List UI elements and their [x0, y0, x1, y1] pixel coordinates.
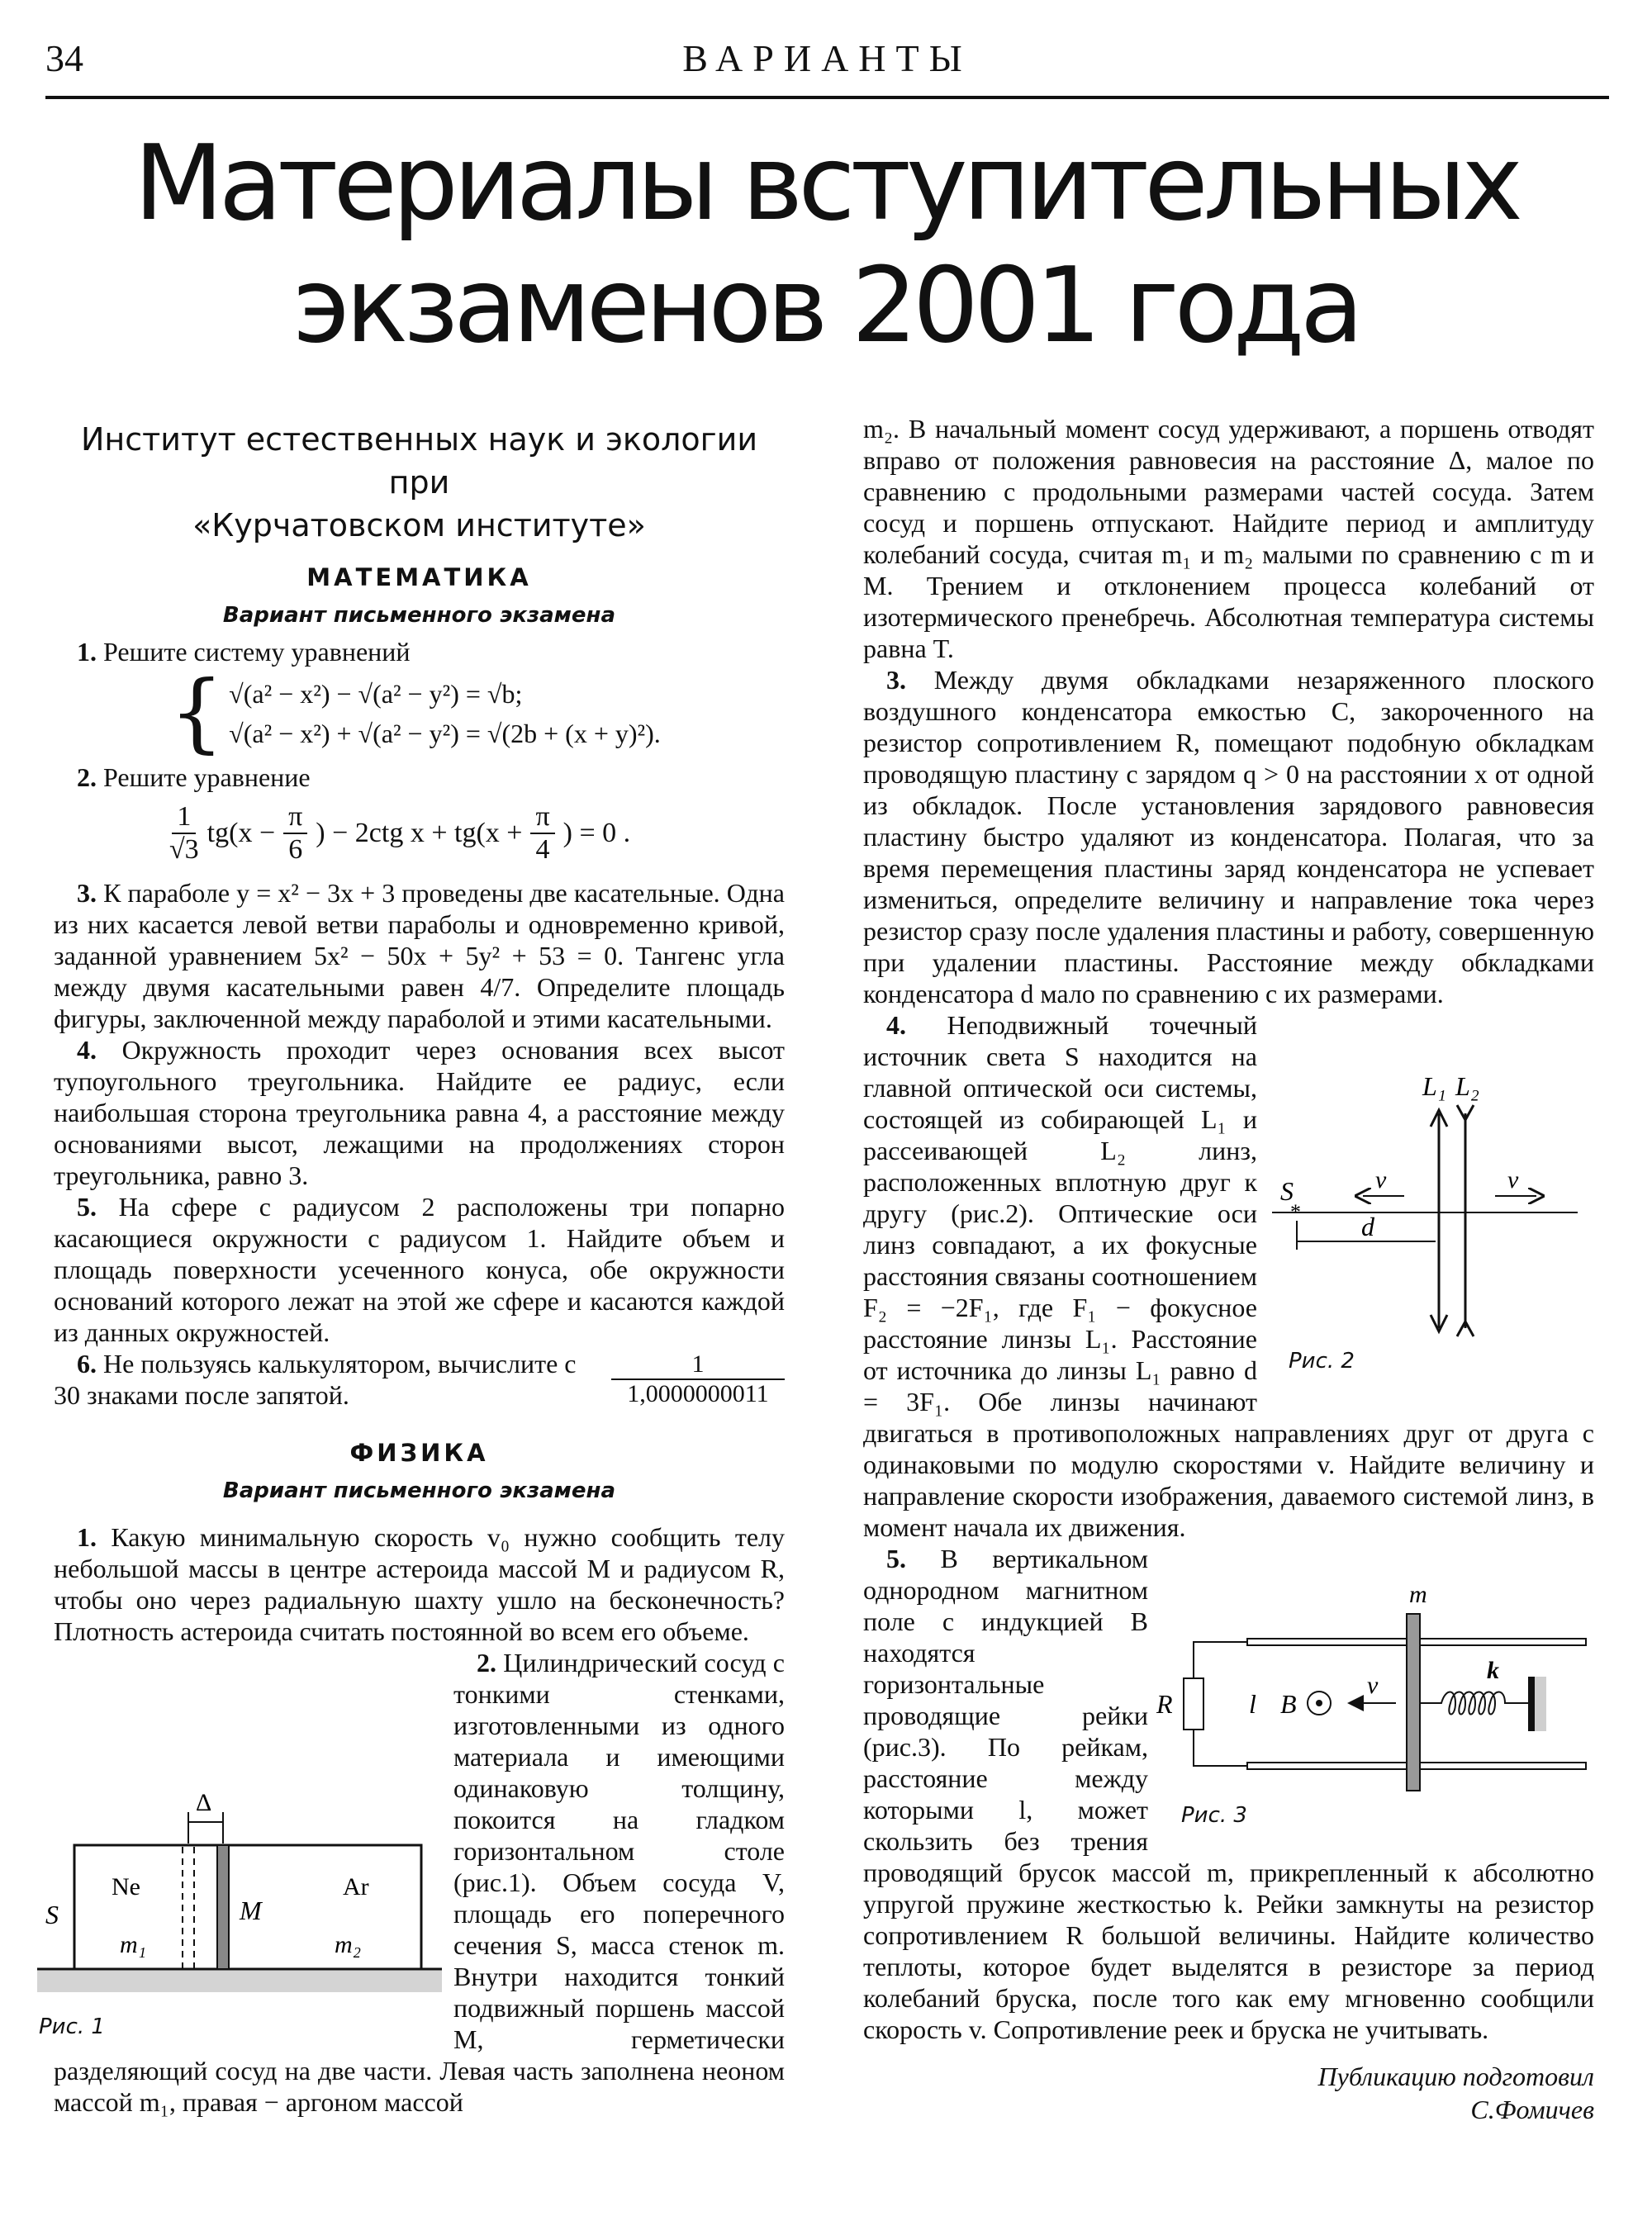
- figure-2-drawing: [1264, 1072, 1594, 1353]
- velocity-left-label: v: [1375, 1166, 1387, 1193]
- institute-line-2: «Курчатовском институте»: [192, 507, 646, 543]
- figure-1-drawing: [37, 1771, 442, 2010]
- resistor: [1184, 1678, 1203, 1730]
- math-problem-2: [54, 762, 785, 793]
- math-problem-4: 4. Окружность проходит через основания всех высот тупоугольного треугольника. Найдите ее радиус, если наибольшая сторона треугольника равна 4, а расстояние между основаниями высот, лежащими на продолжениях сторон треугольника, равно 3.: [54, 1035, 786, 1190]
- argon-label: Ar: [343, 1873, 369, 1900]
- title-line-1: Материалы вступительных: [134, 122, 1518, 244]
- signature-line-2: С.Фомичев: [1470, 2095, 1594, 2124]
- source-label: S: [1280, 1176, 1294, 1206]
- table-surface: [37, 1969, 442, 1992]
- math-section-heading: МАТЕМАТИКА: [306, 563, 532, 591]
- author-signature: [863, 2060, 1594, 2126]
- title-line-2: экзаменов 2001 года: [292, 244, 1360, 366]
- problem-number: 2.: [77, 762, 97, 792]
- fraction: $\frac{1}{1,0000000011}$: [611, 1350, 785, 1408]
- signature-line-1: Публикацию подготовил: [1317, 2062, 1594, 2091]
- running-head: ВАРИАНТЫ: [682, 37, 972, 79]
- figure-1-caption: Рис. 1: [39, 2014, 105, 2039]
- physics-problem-4: L₁ L₂ S * v v d Рис. 2 4. Неподвижный точечный источник света S находится на главной оптической оси системы, состоящей из собирающей L₁ и рассеивающей L₂ линз, расположенных вплотную друг к другу (рис.2). Оптические оси линз совпадают, а их фокусные расстояния связаны соотношением F₂ = −2F₁, где F₁ − фокусное расстояние линзы L₁. Расстояние от источника до линзы L₁ равно d = 3F₁. Обе линзы начинают двигаться в противоположных направлениях друг от друга с одинаковыми по модулю скоростями v. Найдите величину и направление скорости изображения, даваемого системой линз, в момент начала их движения.: [863, 1010, 1594, 1542]
- bar-mass-label: m: [1409, 1581, 1427, 1608]
- figure-3: [1156, 1579, 1594, 1835]
- physics-problem-3: 3. Между двумя обкладками незаряженного плоского воздушного конденсатора емкостью C, закороченного на резистор сопротивлением R, помещают подобную обкладкам проводящую пластину с зарядом q > 0 на расстоянии x от одной из обкладок. После установления зарядового равновесия пластину быстро удаляют из конденсатора. Полагая, что за время перемещения пластины заряд конденсатора не успевает измениться, определите величину и направление тока через резистор сразу после удаления пластины и работу, совершенную при удалении пластины. Расстояние между обкладками конденсатора d мало по сравнению с их размерами.: [863, 665, 1594, 1008]
- sliding-bar: [1407, 1614, 1420, 1791]
- equation-1: √(a² − x²) − √(a² − y²) = √b;: [229, 679, 523, 709]
- figure-2-caption: Рис. 2: [1289, 1349, 1355, 1374]
- physics-problem-2: Δ Ne Ar S M m₁ m₂ Рис. 1 2. Цилиндрический сосуд с тонкими стенками, изготовленными из одного материала и имеющими одинаковую толщину, покоится на гладком горизонтальном столе (рис.1). Объем сосуда V, площадь его поперечного сечения S, масса стенок m. Внутри находится тонкий подвижный поршень массой M, герметически разделяющий сосуд на две части. Левая часть заполнена неоном массой m₁, правая − аргоном массой: [39, 1648, 785, 2117]
- fraction: $\frac{1}{√3}$: [169, 801, 199, 865]
- wall-mount: [1528, 1677, 1535, 1731]
- math-variant-heading: Вариант письменного экзамена: [222, 603, 616, 628]
- physics-problem-1: 1. Какую минимальную скорость v₀ нужно сообщить телу небольшой массы в центре астероида массой M и радиусом R, чтобы оно через радиальную шахту ушло на бесконечность? Плотность астероида считать постоянной во всем его объеме.: [54, 1522, 786, 1646]
- problem-text: Решите уравнение: [103, 762, 311, 792]
- piston-mass-label: M: [240, 1896, 262, 1925]
- article-title: [99, 122, 1553, 367]
- velocity-right-label: v: [1507, 1166, 1519, 1193]
- institute-heading: [54, 418, 785, 547]
- left-column: [39, 413, 786, 2180]
- physics-problem-2-continued: m₂. В начальный момент сосуд удерживают, а поршень отводят вправо от положения равновесия на расстояние Δ, малое по сравнению с продольными размерами частей сосуда. Затем сосуд и поршень отпускают. Найдите период и амплитуду колебаний сосуда, считая m₁ и m₂ малыми по сравнению с m и M. Трением и отклонением процесса колебаний от изотермического пренебречь. Абсолютная температура системы равна T.: [863, 414, 1594, 663]
- spring: [1421, 1692, 1528, 1715]
- physics-section-heading: ФИЗИКА: [349, 1439, 489, 1467]
- lens-2-label: L₂: [1455, 1072, 1479, 1101]
- fraction: $\frac{\pi}{6}$: [283, 801, 307, 866]
- fraction: $\frac{\pi}{4}$: [530, 801, 554, 866]
- math-problem-5: 5. На сфере с радиусом 2 расположены три попарно касающиеся окружности с радиусом 1. Найдите объем и площадь поверхности усеченного конуса, обе окружности оснований которого лежат на этой же сфере и касаются каждой из данных окружностей.: [54, 1192, 786, 1347]
- problem-number: 1.: [77, 637, 97, 667]
- figure-2: [1264, 1072, 1594, 1386]
- trig-equation: $\frac{1}{√3}$ tg(x − $\frac{\pi}{6}$ ) − 2ctg x + tg(x + $\frac{\pi}{4}$ ) = 0 .: [169, 801, 631, 865]
- problem-text: Решите систему уравнений: [103, 637, 411, 667]
- field-label: B: [1280, 1689, 1297, 1719]
- page-number: 34: [45, 37, 83, 79]
- resistor-label: R: [1156, 1689, 1173, 1719]
- physics-problem-5: m R l B v k Рис. 3 5. В вертикальном однородном магнитном поле с индукцией B находятся горизонтальные проводящие рейки (рис.3). По рейкам, расстояние между которыми l, может скользить без трения проводящий брусок массой m, прикрепленный к абсолютно упругой пружине жесткостью k. Рейки замкнуты на резистор сопротивлением R большой величины. Найдите количество теплоты, которое будет выделятся в резисторе за период колебаний бруска, после того как ему мгновенно сообщили скорость v. Сопротивление реек и бруска не учитывать.: [863, 1544, 1594, 2044]
- piston: [217, 1845, 229, 1969]
- physics-variant-heading: Вариант письменного экзамена: [222, 1478, 616, 1503]
- figure-3-caption: Рис. 3: [1181, 1803, 1247, 1828]
- page-header: [45, 33, 1609, 99]
- rail-distance-label: l: [1249, 1689, 1256, 1719]
- neon-label: Ne: [112, 1873, 140, 1900]
- math-problem-1: [54, 636, 785, 667]
- figure-3-drawing: [1156, 1579, 1594, 1802]
- delta-label: Δ: [196, 1789, 212, 1816]
- figure-1: [37, 1771, 442, 2043]
- velocity-label: v: [1367, 1672, 1379, 1699]
- m1-label: m₁: [120, 1931, 147, 1958]
- math-problem-3: 3. К параболе y = x² − 3x + 3 проведены две касательные. Одна из них касается левой ветви параболы и одновременно кривой, заданной уравнением 5x² − 50x + 5y² + 53 = 0. Тангенс угла между двумя касательными равен 4/7. Определите площадь фигуры, заключенной между параболой и этими касательными.: [54, 878, 786, 1033]
- institute-line-1: Институт естественных наук и экологии при: [80, 421, 758, 501]
- equation-2: √(a² − x²) + √(a² − y²) = √(2b + (x + y)²).: [229, 719, 661, 748]
- equation-system: [169, 662, 785, 762]
- brace-symbol: {: [169, 662, 225, 762]
- source-point: *: [1290, 1200, 1301, 1224]
- s-label: S: [45, 1900, 59, 1929]
- lens-1-label: L₁: [1422, 1072, 1446, 1101]
- m2-label: m₂: [335, 1931, 362, 1958]
- spring-constant-label: k: [1487, 1657, 1499, 1684]
- distance-label: d: [1361, 1212, 1374, 1241]
- right-column: [863, 413, 1594, 2180]
- math-problem-6: 6. Не пользуясь калькулятором, вычислите с 30 знаками после запятой. $\frac{1}{1,0000000011}$: [54, 1348, 785, 1411]
